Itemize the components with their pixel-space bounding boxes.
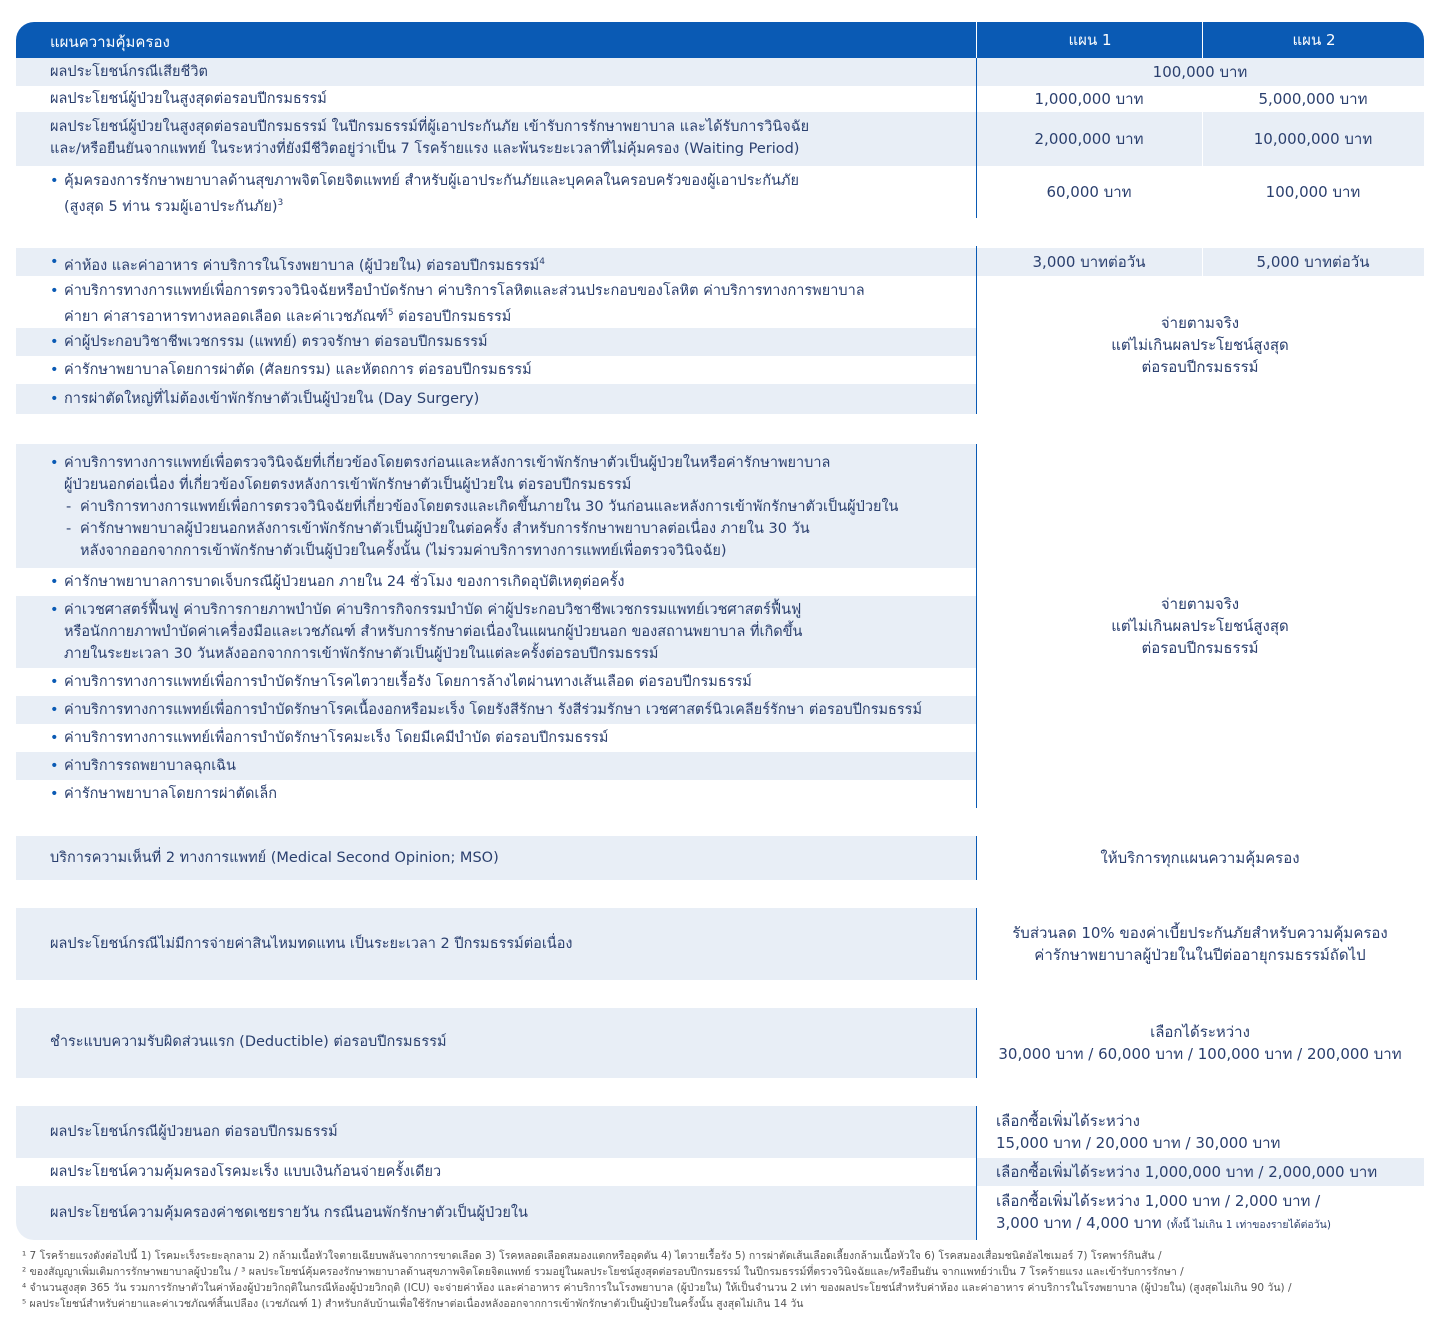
plan-divider — [1202, 248, 1203, 276]
mso-label: บริการความเห็นที่ 2 ทางการแพทย์ (Medical Second Opinion; MSO) — [50, 850, 499, 866]
critical-plan-1: 2,000,000 บาท — [976, 112, 1202, 166]
addon-daily-value: เลือกซื้อเพิ่มได้ระหว่าง 1,000 บาท / 2,000 บาท / 3,000 บาท / 4,000 บาท (ทั้งนี้ ไม่เกิน 1 เท่าของรายได้ต่อวัน) — [976, 1186, 1424, 1240]
deductible-value: เลือกได้ระหว่าง 30,000 บาท / 60,000 บาท / 100,000 บาท / 200,000 บาท — [976, 1008, 1424, 1078]
plan-divider — [1202, 86, 1203, 218]
table-row — [16, 276, 976, 328]
table-row — [16, 384, 976, 414]
footnote-4: ⁵ ผลประโยชน์สำหรับค่ายาและค่าเวชภัณฑ์สิ้นเปลือง (เวชภัณฑ์ 1) สำหรับกลับบ้านเพื่อใช้รักษาต่อเนื่องหลังออกจากการเข้าพักรักษาตัวเป็นผู้ป่วยในครั้งนั้น สูงสุดไม่เกิน 14 วัน — [22, 1298, 804, 1310]
table-header — [16, 22, 1424, 58]
minor-surgery-label: • ค่ารักษาพยาบาลโดยการผ่าตัดเล็ก — [50, 783, 966, 805]
rehab-label: • ค่าเวชศาสตร์ฟื้นฟู ค่าบริการกายภาพบำบัด ค่าบริการกิจกรรมบำบัด ค่าผู้ประกอบวิชาชีพเวชกรรมแพทย์เวชศาสตร์ฟื้นฟู หรือนักกายภาพบำบัดค่าเครื่องมือและเวชภัณฑ์ สำหรับการรักษาต่อเนื่องในแผนกผู้ป่วยนอก ของสถานพยาบาล ที่เกิดขึ้น ภายในระยะเวลา 30 วันหลังออกจากการเข้าพักรักษาตัวเป็นผู้ป่วยในแต่ละครั้งต่อรอบปีกรมธรรม์ — [50, 599, 966, 665]
addon-cancer-value: เลือกซื้อเพิ่มได้ระหว่าง 1,000,000 บาท / 2,000,000 บาท — [976, 1158, 1424, 1186]
section-title: ผลประโยชน์กรณีเข้าพักรักษาตัวเป็นผู้ป่วยใน — [50, 224, 337, 242]
discount-value: รับส่วนลด 10% ของค่าเบี้ยประกันภัยสำหรับความคุ้มครอง ค่ารักษาพยาบาลผู้ป่วยในในปีต่ออายุกรมธรรม์ถัดไป — [976, 908, 1424, 980]
addon-opd-value: เลือกซื้อเพิ่มได้ระหว่าง 15,000 บาท / 20,000 บาท / 30,000 บาท — [976, 1106, 1424, 1158]
mental-plan-2: 100,000 บาท — [1202, 166, 1424, 218]
column-divider — [976, 1008, 977, 1078]
column-divider — [976, 58, 977, 218]
header-plan-2: แผน 2 — [1202, 22, 1425, 58]
critical-label: ผลประโยชน์ผู้ป่วยในสูงสุดต่อรอบปีกรมธรรม์ ในปีกรมธรรม์ที่ผู้เอาประกันภัย เข้ารับการรักษาพยาบาล และได้รับการวินิจฉัย และ/หรือยืนยันจากแพทย์ ในระหว่างที่ยังมีชีวิตอยู่ว่าเป็น 7 โรคร้ายแรง และพ้นระยะเวลาที่ไม่คุ้มครอง (Waiting Period) — [50, 119, 810, 157]
table-row — [16, 86, 976, 112]
discount-label: ผลประโยชน์กรณีไม่มีการจ่ายค่าสินไหมทดแทน เป็นระยะเวลา 2 ปีกรมธรรม์ต่อเนื่อง — [50, 936, 573, 952]
kidney-label: • ค่าบริการทางการแพทย์เพื่อการบำบัดรักษาโรคไตวายเรื้อรัง โดยการล้างไตผ่านทางเส้นเลือด ต่อรอบปีกรมธรรม์ — [50, 671, 966, 693]
section-title: ผลประโยชน์กรณีไม่ต้องเข้าพักรักษาตัวเป็นผู้ป่วยใน — [50, 422, 380, 440]
table-row — [16, 596, 976, 668]
table-row — [16, 356, 976, 384]
header-plan-coverage: แผนความคุ้มครอง — [50, 33, 170, 51]
surgery-label: • ค่ารักษาพยาบาลโดยการผ่าตัด (ศัลยกรรม) และหัตถการ ต่อรอบปีกรมธรรม์ — [50, 359, 966, 381]
mental-label: • คุ้มครองการรักษาพยาบาลด้านสุขภาพจิตโดยจิตแพทย์ สำหรับผู้เอาประกันภัยและบุคคลในครอบครัวของผู้เอาประกันภัย (สูงสุด 5 ท่าน รวมผู้เอาประกันภัย)$^3$ — [50, 170, 966, 218]
room-plan-1: 3,000 บาทต่อวัน — [976, 248, 1202, 276]
critical-plan-2: 10,000,000 บาท — [1202, 112, 1424, 166]
table-row — [16, 836, 976, 880]
table-row — [16, 58, 976, 86]
addon-opd-label: ผลประโยชน์กรณีผู้ป่วยนอก ต่อรอบปีกรมธรรม์ — [50, 1124, 338, 1140]
footnotes — [22, 1248, 1422, 1312]
addon-daily-label: ผลประโยชน์ความคุ้มครองค่าชดเชยรายวัน กรณีนอนพักรักษาตัวเป็นผู้ป่วยใน — [50, 1205, 528, 1221]
ipd-max-plan-2: 5,000,000 บาท — [1202, 86, 1424, 112]
column-divider — [976, 444, 977, 808]
medical-label: • ค่าบริการทางการแพทย์เพื่อการตรวจวินิจฉัยหรือบำบัดรักษา ค่าบริการโลหิตและส่วนประกอบของโลหิต ค่าบริการทางการพยาบาล ค่ายา ค่าสารอาหารทางหลอดเลือด และค่าเวชภัณฑ์$^5$ ต่อรอบปีกรมธรรม์ — [50, 280, 966, 328]
table-row — [16, 328, 976, 356]
table-row — [16, 248, 976, 276]
table-row — [16, 1106, 976, 1158]
doctor-label: • ค่าผู้ประกอบวิชาชีพเวชกรรม (แพทย์) ตรวจรักษา ต่อรอบปีกรมธรรม์ — [50, 331, 966, 353]
table-row — [16, 780, 976, 808]
column-divider — [976, 246, 977, 414]
ipd-max-label: ผลประโยชน์ผู้ป่วยในสูงสุดต่อรอบปีกรมธรรม์ — [50, 91, 327, 107]
column-divider — [976, 908, 977, 980]
table-row — [16, 112, 976, 166]
table-row — [16, 752, 976, 780]
death-label: ผลประโยชน์กรณีเสียชีวิต — [50, 64, 208, 80]
table-row — [16, 444, 976, 568]
table-row — [16, 696, 976, 724]
table-row — [16, 1158, 976, 1186]
footnote-1: ¹ 7 โรคร้ายแรงดังต่อไปนี้ 1) โรคมะเร็งระยะลุกลาม 2) กล้ามเนื้อหัวใจตายเฉียบพลันจากการขาดเลือด 3) โรคหลอดเลือดสมองแตกหรืออุดตัน 4) ไตวายเรื้อรัง 5) การผ่าตัดเส้นเลือดเลี้ยงกล้ามเนื้อหัวใจ 6) โรคสมองเสื่อมชนิดอัลไซเมอร์ 7) โรคพาร์กินสัน / — [22, 1250, 1162, 1262]
table-row — [16, 166, 976, 218]
ipd-actual-value: จ่ายตามจริง แต่ไม่เกินผลประโยชน์สูงสุด ต่อรอบปีกรมธรรม์ — [976, 276, 1424, 414]
addon-cancer-label: ผลประโยชน์ความคุ้มครองโรคมะเร็ง แบบเงินก้อนจ่ายครั้งเดียว — [50, 1164, 442, 1180]
table-row — [16, 668, 976, 696]
opd-actual-value: จ่ายตามจริง แต่ไม่เกินผลประโยชน์สูงสุด ต่อรอบปีกรมธรรม์ — [976, 444, 1424, 808]
table-row — [16, 568, 976, 596]
footnote-3: ⁴ จำนวนสูงสุด 365 วัน รวมการรักษาตัวในค่าห้องผู้ป่วยวิกฤติในกรณีห้องผู้ป่วยวิกฤติ (ICU) จะจ่ายค่าห้อง และค่าอาหาร ค่าบริการในโรงพยาบาล (ผู้ป่วยใน) ให้เป็นจำนวน 2 เท่า ของผลประโยชน์สำหรับค่าห้อง และค่าอาหาร ค่าบริการในโรงพยาบาล (ผู้ป่วยใน) (สูงสุดไม่เกิน 90 วัน) / — [22, 1282, 1292, 1294]
room-plan-2: 5,000 บาทต่อวัน — [1202, 248, 1424, 276]
section-title: บริการเสริมพิเศษ — [50, 814, 160, 832]
table-row — [16, 1008, 976, 1078]
column-divider — [976, 836, 977, 880]
deductible-label: ชำระแบบความรับผิดส่วนแรก (Deductible) ต่อรอบปีกรมธรรม์ — [50, 1034, 447, 1050]
cancer-chemo-label: • ค่าบริการทางการแพทย์เพื่อการบำบัดรักษาโรคมะเร็ง โดยมีเคมีบำบัด ต่อรอบปีกรมธรรม์ — [50, 727, 966, 749]
mso-value: ให้บริการทุกแผนความคุ้มครอง — [976, 836, 1424, 880]
cancer-radio-label: • ค่าบริการทางการแพทย์เพื่อการบำบัดรักษาโรคเนื้องอกหรือมะเร็ง โดยรังสีรักษา รังสีร่วมรักษา เวชศาสตร์นิวเคลียร์รักษา ต่อรอบปีกรมธรรม์ — [50, 699, 966, 721]
mental-plan-1: 60,000 บาท — [976, 166, 1202, 218]
day-surgery-label: • การผ่าตัดใหญ่ที่ไม่ต้องเข้าพักรักษาตัวเป็นผู้ป่วยใน (Day Surgery) — [50, 388, 966, 410]
section-title: เลือกรับการมีความคุ้มครองเพิ่มเติม — [50, 1082, 277, 1100]
table-row — [16, 908, 976, 980]
footnote-2: ² ของสัญญาเพิ่มเติมการรักษาพยาบาลผู้ป่วยใน / ³ ผลประโยชน์คุ้มครองรักษาพยาบาลด้านสุขภาพจิตโดยจิตแพทย์ รวมอยู่ในผลประโยชน์สูงสุดต่อรอบปีกรมธรรม์ ในปีกรมธรรม์ที่ตรวจวินิจฉัยและ/หรือยืนยัน จากแพทย์ว่าเป็น 7 โรคร้ายแรง และเข้ารับการรักษา / — [22, 1266, 1184, 1278]
room-label: • ค่าห้อง และค่าอาหาร ค่าบริการในโรงพยาบาล (ผู้ป่วยใน) ต่อรอบปีกรมธรรม์$^4$ — [50, 251, 966, 277]
table-row — [16, 724, 976, 752]
pre-post-label: • ค่าบริการทางการแพทย์เพื่อตรวจวินิจฉัยที่เกี่ยวข้องโดยตรงก่อนและหลังการเข้าพักรักษาตัวเป็นผู้ป่วยในหรือค่ารักษาพยาบาล ผู้ป่วยนอกต่อเนื่อง ที่เกี่ยวข้องโดยตรงหลังการเข้าพักรักษาตัวเป็นผู้ป่วยใน ต่อรอบปีกรมธรรม์ - ค่าบริการทางการแพทย์เพื่อการตรวจวินิจฉัยที่เกี่ยวข้องโดยตรงและเกิดขึ้นภายใน 30 วันก่อนและหลังการเข้าพักรักษาตัวเป็นผู้ป่วยใน - ค่ารักษาพยาบาลผู้ป่วยนอกหลังการเข้าพักรักษาตัวเป็นผู้ป่วยในต่อครั้ง สำหรับการรักษาพยาบาลต่อเนื่อง ภายใน 30 วัน หลังจากออกจากการเข้าพักรักษาตัวเป็นผู้ป่วยในครั้งนั้น (ไม่รวมค่าบริการทางการแพทย์เพื่อตรวจวินิจฉัย) — [50, 452, 966, 562]
section-title: ส่วนลดเบี้ยประกันภัย — [50, 886, 184, 904]
ambulance-label: • ค่าบริการรถพยาบาลฉุกเฉิน — [50, 755, 966, 777]
death-value: 100,000 บาท — [976, 58, 1424, 86]
ipd-max-plan-1: 1,000,000 บาท — [976, 86, 1202, 112]
accident-label: • ค่ารักษาพยาบาลการบาดเจ็บกรณีผู้ป่วยนอก ภายใน 24 ชั่วโมง ของการเกิดอุบัติเหตุต่อครั้ง — [50, 571, 966, 593]
column-divider — [976, 1106, 977, 1240]
table-row — [16, 1186, 976, 1240]
header-plan-1: แผน 1 — [976, 22, 1203, 58]
section-title: เลือกจ่ายเบี้ยถูกกว่า — [50, 986, 176, 1004]
